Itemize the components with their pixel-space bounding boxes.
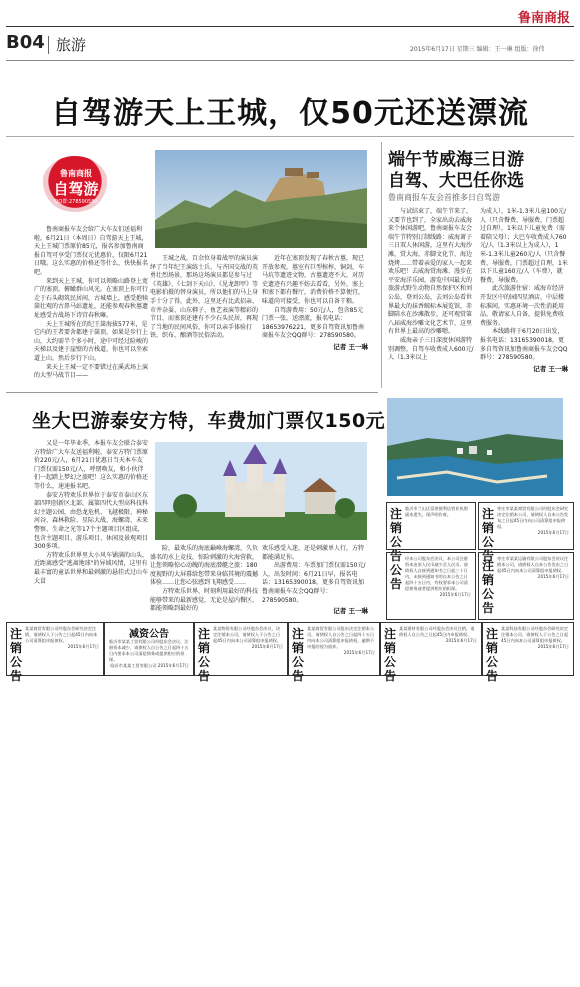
notice-body bbox=[109, 639, 189, 669]
notice-box bbox=[482, 622, 574, 683]
notice-title: 减资公告 bbox=[129, 629, 169, 640]
badge-paper: 鲁南商报 bbox=[60, 169, 92, 178]
notice-title: 注销公告 bbox=[197, 627, 210, 683]
wangcheng-photo bbox=[155, 150, 367, 248]
weihai-title2: 自驾、大巴任你选 bbox=[388, 171, 524, 191]
fangte-headline: 坐大巴游泰安方特，车费加门票仅150元 bbox=[32, 410, 386, 432]
notice-date: 2015年6月17日 bbox=[439, 592, 471, 597]
article3-para: 欢乐感受入迷，还是刺激单人行，方特都能满足你。 bbox=[262, 545, 365, 561]
header-top-rule bbox=[6, 26, 574, 27]
article1-col3 bbox=[262, 255, 368, 352]
notice-title: 注销公告 bbox=[291, 627, 304, 683]
article3-para: 泰安方特欢乐世界位于泰安市泰山区东部四明创新区北部，属第四代大型高科技科幻主题公园，由恐龙危机、飞越极限、神秘河谷、森林救险、星际大战、海螺湾、未来警察、生命之光等17个主题项目区组成，包含主题项目、游乐项目、休闲及景观项目300多项。 bbox=[34, 491, 149, 551]
notice-box bbox=[104, 622, 194, 676]
notice-box bbox=[386, 552, 476, 620]
article3-para: 方特欢乐世界，时刻利用最好的科技能够带来的最新感觉，无论是屋内餐区，都能领略到最好的 bbox=[150, 587, 259, 613]
notice-box bbox=[386, 502, 476, 563]
notice-text: 枣庄市某某商贸有限公司经股东会研究决定注销本公司，请债权人自本公告发布之日起45日内向公司清算组申报债权。 bbox=[497, 506, 569, 529]
article3-para: 出游费用：车票加门票仅需150元/人，出发时间：6月21日早，报名电话：13165390018，更多自驾资讯加鲁南商报车友会QQ群号：278590580。 bbox=[262, 562, 366, 604]
notice-date: 2015年6月17日 bbox=[445, 638, 477, 643]
article1-fee: 自驾游费用：50元/人，包含85元门票一张，送漂流，报名电话：18653976221，更多自驾资讯加鲁南商报车友会QQ群号：278590580。 bbox=[262, 306, 364, 340]
notice-body bbox=[25, 626, 99, 650]
notice-box bbox=[478, 502, 574, 563]
notice-title: 注销公告 bbox=[9, 627, 22, 683]
notice-box bbox=[288, 622, 380, 683]
article1-col2 bbox=[150, 255, 258, 341]
article3-col1 bbox=[34, 440, 148, 586]
notice-text: 临沂市兰山区富豪便利店营业执照副本遗失，现声明作废。 bbox=[405, 506, 468, 517]
notice-body bbox=[405, 506, 471, 518]
notice-body bbox=[399, 626, 477, 644]
weihai-deck: 鲁南商报车友会首推多日自驾游 bbox=[388, 193, 500, 202]
article1-para: 来到天上王城，你可以领略山路登上宽广的塞顶，俯瞰群山风光。在塞顶上你可行走于石头砌筑民居间，古城墙上，感受抱犊崮壮观的古鼻马站遗址，还能参观春秋墓遗址感受古战场下诗宫春秋嘛。 bbox=[34, 277, 149, 319]
article2-col2 bbox=[480, 208, 568, 373]
notice-title: 注销公告 bbox=[485, 627, 498, 683]
notice-body bbox=[307, 626, 375, 656]
article1-para: 近年在塞顶发现了春秋古墓，现已开放参观，墓室有巨型棺椁，铜剑，车马坑等遗迹文物，古墓遗迹不大，对历史遗迹有兴趣不妨去看看，另外，塞上和塞下都有餐厅，消费价格不算便宜，味道尚可接受，你也可以自备干粮。 bbox=[262, 255, 365, 305]
main-headline: 自驾游天上王城，仅50元还送漂流 bbox=[51, 96, 529, 131]
notice-date: 2015年6月17日 bbox=[343, 650, 375, 655]
column-divider bbox=[381, 142, 382, 388]
page-number: B04 bbox=[6, 32, 45, 53]
notice-box bbox=[478, 552, 574, 620]
article2-para: 为成人），1米-1.3米儿童100元/人（只含餐费、导服费，门票超过自理），1米以下儿童免费（需着陪父母）；大巴车收费成人760元/人（1.3米以上为成人），1米-1.3米儿童260元/人（只含餐费、导服费，门票超过自理，1米以下儿童160元/人（车费），就餐费，导服费。 bbox=[480, 208, 568, 284]
notice-text: 某某科技有限公司经股东会研究决定注销本公司，请债权人于公告之日起45日内向本公司清算组申报债权。 bbox=[501, 626, 569, 643]
notice-text: 经本公司股东会决议，本公司注册资本由原人民币减少至人民币，请债权人自接到通知书之日起三十日内，未接到通知书的自本公告之日起四十五日内，有权要求本公司清偿债务或者提供相应的担保。 bbox=[405, 556, 468, 591]
section-rule bbox=[6, 392, 378, 393]
notice-title: 注销公告 bbox=[481, 507, 494, 563]
notice-title: 注销公告 bbox=[481, 559, 494, 615]
notice-body bbox=[405, 556, 471, 598]
article3-col3 bbox=[262, 545, 368, 616]
notice-title: 公告 bbox=[389, 563, 402, 591]
newspaper-brand: 鲁南商报 bbox=[517, 11, 570, 26]
article1-para: 来天上王城一定不要错过在溪武场上演的大型马战节目—— bbox=[34, 363, 149, 380]
weihai-headline bbox=[388, 150, 524, 203]
article2-para: 此次旅游住宿：威海市经济开发区中的园四星酒店，中层楼标准间，实惠环境一次性消耗用品、敬请家人自备，提供免费收费服务。 bbox=[480, 285, 565, 327]
article1-para: 鲁南商报车友会给广大车友们送福利啦，6月21日（本周日）自驾游天上王城，天上王城门票原价85元，报名参加鲁南商报自驾可享受门票仅元优惠价，仅限6月21日哦。这么实惠的价格还等什么，快快报名吧。 bbox=[34, 226, 149, 276]
article3-para: 险，最欢乐的海底巅峰海螺湾，久负盛名的水上竞技，惊险刺激的火海营救，让您领略惊心动魄的海底潜艇之旅：180度视野的大屏幕给您带来身临其境的震撼体验……让您心弦感到飞翔感受…… bbox=[150, 545, 259, 587]
article1-para: 王城之战，百余位身着战甲的演员演绎了当年纪王演练士兵、与齐国交战的英勇壮烈场景，那场这场演员都是参与过《英雄》、《七剑下天山》、《见龙卸甲》等电影拍摄的替身演员，所以他们的马上身手十分了得，此外，这里还有比武招亲、市井杂耍、山东梆子、鱼艺表演等精彩的节目，而塞顶还建有不少石头民居，再现了当地的民间风俗，你可以亲手体验打铁、织布、酿酒等民俗活动。 bbox=[150, 255, 259, 340]
fangte-castle-photo bbox=[155, 442, 367, 540]
notice-title: 注销公告 bbox=[389, 507, 402, 563]
notice-date: 2015年6月17日 bbox=[537, 644, 569, 649]
weihai-title: 端午节威海三日游 bbox=[388, 150, 524, 170]
notice-body bbox=[213, 626, 283, 650]
article3-para: 方特欢乐世界里大小风车铺满的山头，近距离感受"逃离地球"的异域风情，这里有最丰富的童话世界和最刺激的悬挂式过山车大冒 bbox=[34, 551, 149, 585]
header-bottom-rule bbox=[6, 60, 574, 61]
article3-col2 bbox=[150, 545, 258, 614]
article2-para: 本线路将于6月20日出发，报名电话：13165390018，更多自驾资讯加鲁南商报车友会QQ群号：278590580。 bbox=[480, 328, 568, 362]
notice-box bbox=[6, 622, 104, 683]
weihai-photo bbox=[387, 398, 563, 496]
badge-hotline: QQ群:278590580 bbox=[54, 199, 98, 205]
section-name: 旅游 bbox=[56, 36, 87, 54]
headline-rule bbox=[6, 136, 574, 137]
article3-byline: 记者 王一琳 bbox=[333, 607, 368, 616]
article2-byline: 记者 王一琳 bbox=[533, 364, 568, 373]
notice-box bbox=[194, 622, 288, 683]
issue-meta: 2015年6月17日 星期三 编辑：王一琳 组版：徐伟 bbox=[410, 46, 545, 53]
notice-text: 某某物资有限公司经股东会决议，决定注销本公司，请债权人于公告之日起45日内向本公司清算组申报债权。 bbox=[213, 626, 282, 643]
notice-box bbox=[380, 622, 482, 683]
notice-date: 2015年6月17日 bbox=[537, 530, 569, 535]
self-drive-badge bbox=[38, 150, 114, 220]
notice-text: 临沂市某某工贸有限公司经股东会决议，注册资本减少，请债权人自公告之日起四十五日内要求本公司清偿债务或提供相应的担保。 bbox=[109, 639, 189, 662]
article1-col1 bbox=[34, 226, 148, 381]
notice-text: 某某商贸有限公司股东决定注销本公司，请债权人自公告之日起四十五日内向本公司清算组申报债权，逾期不申报的视为放弃。 bbox=[307, 626, 375, 649]
article2-col1 bbox=[388, 208, 476, 363]
notice-body bbox=[501, 626, 569, 650]
notice-text: 某某建材有限公司经股东会决议注销，请债权人自公告之日起45日内申报债权。 bbox=[399, 626, 475, 637]
article2-para: 与试结束了，端午节来了，又要节也到了，全家出动去威海来个休闲游吧，鲁南商报车友会端午节特别订制线路：威海萧子三日双人休闲游，这里有大海沙滩，赏大海，赤脚文化节，海边烧烤……带着亲爱的家人一起来欢乐吧！去威海赏海滩、漫步在平安海洋乐园，游览中国最大的旅游式野生动物自然保护区和刘公岛，登刘公岛，去刘公岛看世界最大的抹香鲸标本展览馆，赤脚陪水在沙滩散步，还可观赏第八届威海沙雕文化艺术节，这里有世界上最高的沙雕嗯。 bbox=[388, 208, 473, 336]
notice-date: 2015年6月17日 bbox=[251, 644, 283, 649]
notice-date: 临沂市某某工贸有限公司 2015年6月17日 bbox=[110, 663, 189, 668]
article3-para: 又是一年毕业季，本报车友会联合泰安方特给广大车友送福利啦，泰安方特门票原价220元/人，6月21日优惠日当天本车友门票仅需150元/人，呼朋唤友，和小伙伴们一起踏上梦幻之旅吧！这么实惠的价格还等什么，速速报名吧。 bbox=[34, 440, 149, 490]
notice-text: 枣庄市某某运输有限公司股东会决议注销本公司，请债权人自本公告发布之日起45日内向本公司清算组申报债权。 bbox=[497, 556, 569, 573]
badge-title: 自驾游 bbox=[53, 180, 99, 198]
article2-para: 威海亲子三日深度休闲游特别调整，自驾车收费成人600元/人（1.3米以上 bbox=[388, 336, 474, 362]
header-divider bbox=[48, 36, 49, 54]
notice-title: 注销公告 bbox=[383, 627, 396, 683]
notice-text: 某某商贸有限公司经股东会研究决定注销，请债权人于公告之日起45日内向本公司清算组申报债权。 bbox=[25, 626, 98, 643]
notice-body bbox=[497, 556, 569, 580]
article1-para: 天上王城所在的纪王崮海拔577米，是它内的王者要舍都建于崮顶，如果是步行上山，大约需半个多小时，途中可经过险峻的天梯以及建于崖壁的古栈道，你也可以坐索道上山，然后步行下山。 bbox=[34, 320, 149, 362]
notice-date: 2015年6月17日 bbox=[537, 574, 569, 579]
article1-byline: 记者 王一琳 bbox=[333, 342, 368, 351]
notice-body bbox=[497, 506, 569, 536]
notice-date: 2015年6月17日 bbox=[67, 644, 99, 649]
